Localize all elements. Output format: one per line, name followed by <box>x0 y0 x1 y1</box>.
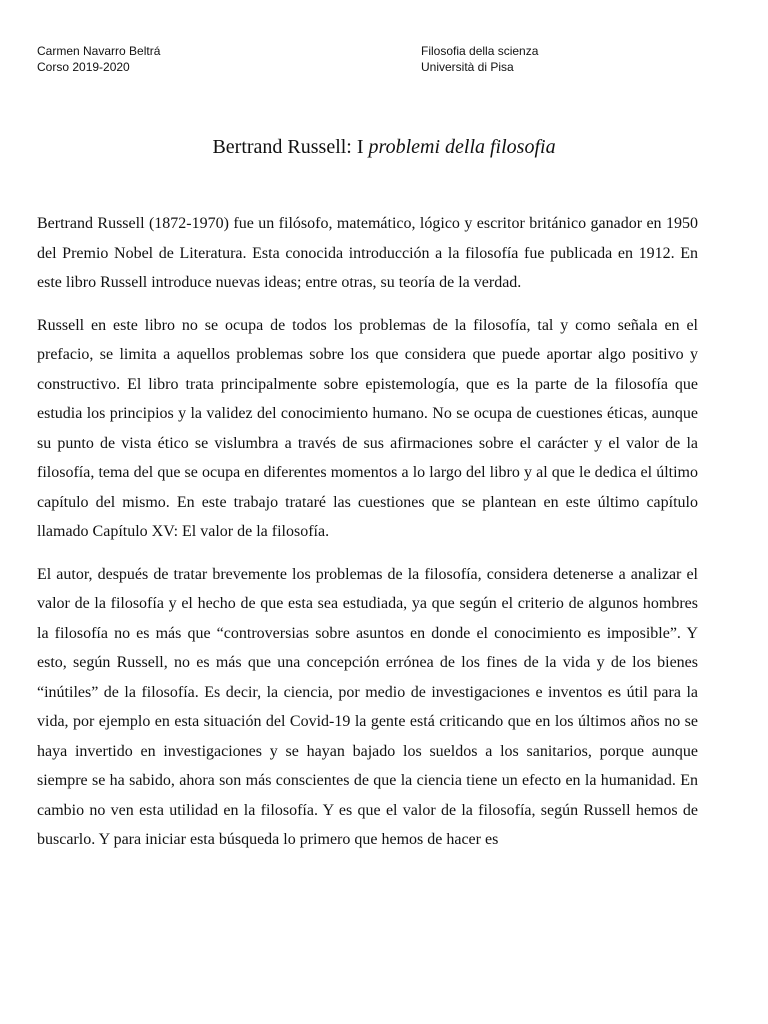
paragraph-1: Bertrand Russell (1872-1970) fue un filósofo, matemático, lógico y escritor británico ganador en 1950 del Premio Nobel de Literatura. Esta conocida introducción a la filosofía fue publicada en 1912. En este libro Russell introduce nuevas ideas; entre otras, su teoría de la verdad. <box>37 215 698 291</box>
course-year: Corso 2019-2020 <box>37 60 130 74</box>
document-body <box>37 209 698 868</box>
paragraph-3: El autor, después de tratar brevemente los problemas de la filosofía, considera detenerse a analizar el valor de la filosofía y el hecho de que esta sea estudiada, ya que según el criterio de algunos hombres la filosofía no es más que “controversias sobre asuntos en donde el conocimiento es imposible”. Y esto, según Russell, no es más que una concepción errónea de los fines de la vida y de los bienes “inútiles” de la filosofía. Es decir, la ciencia, por medio de investigaciones e inventos es útil para la vida, por ejemplo en esta situación del Covid-19 la gente está criticando que en los últimos años no se haya invertido en investigaciones y se hayan bajado los sueldos a los sanitarios, porque aunque siempre se ha sabido, ahora son más conscientes de que la ciencia tiene un efecto en la humanidad. En cambio no ven esta utilidad en la filosofía. Y es que el valor de la filosofía, según Russell hemos de buscarlo. Y para iniciar esta búsqueda lo primero que hemos de hacer es <box>37 565 698 848</box>
header-author-block <box>37 43 160 75</box>
paragraph-2: Russell en este libro no se ocupa de todos los problemas de la filosofía, tal y como señala en el prefacio, se limita a aquellos problemas sobre los que considera que puede aportar algo positivo y constructivo. El libro trata principalmente sobre epistemología, que es la parte de la filosofía que estudia los principios y la validez del conocimiento humano. No se ocupa de cuestiones éticas, aunque su punto de vista ético se vislumbra a través de sus afirmaciones sobre el carácter y el valor de la filosofía, tema del que se ocupa en diferentes momentos a lo largo del libro y al que le dedica el último capítulo del mismo. En este trabajo trataré las cuestiones que se plantean en este último capítulo llamado Capítulo XV: El valor de la filosofía. <box>37 316 698 540</box>
subject-name: Filosofia della scienza <box>421 44 539 58</box>
title-italic: problemi della filosofia <box>368 136 556 158</box>
header-institution-block <box>421 43 538 75</box>
title-plain: Bertrand Russell: I <box>212 136 369 158</box>
author-name: Carmen Navarro Beltrá <box>37 44 161 58</box>
document-title <box>0 134 768 160</box>
university-name: Università di Pisa <box>421 60 514 74</box>
